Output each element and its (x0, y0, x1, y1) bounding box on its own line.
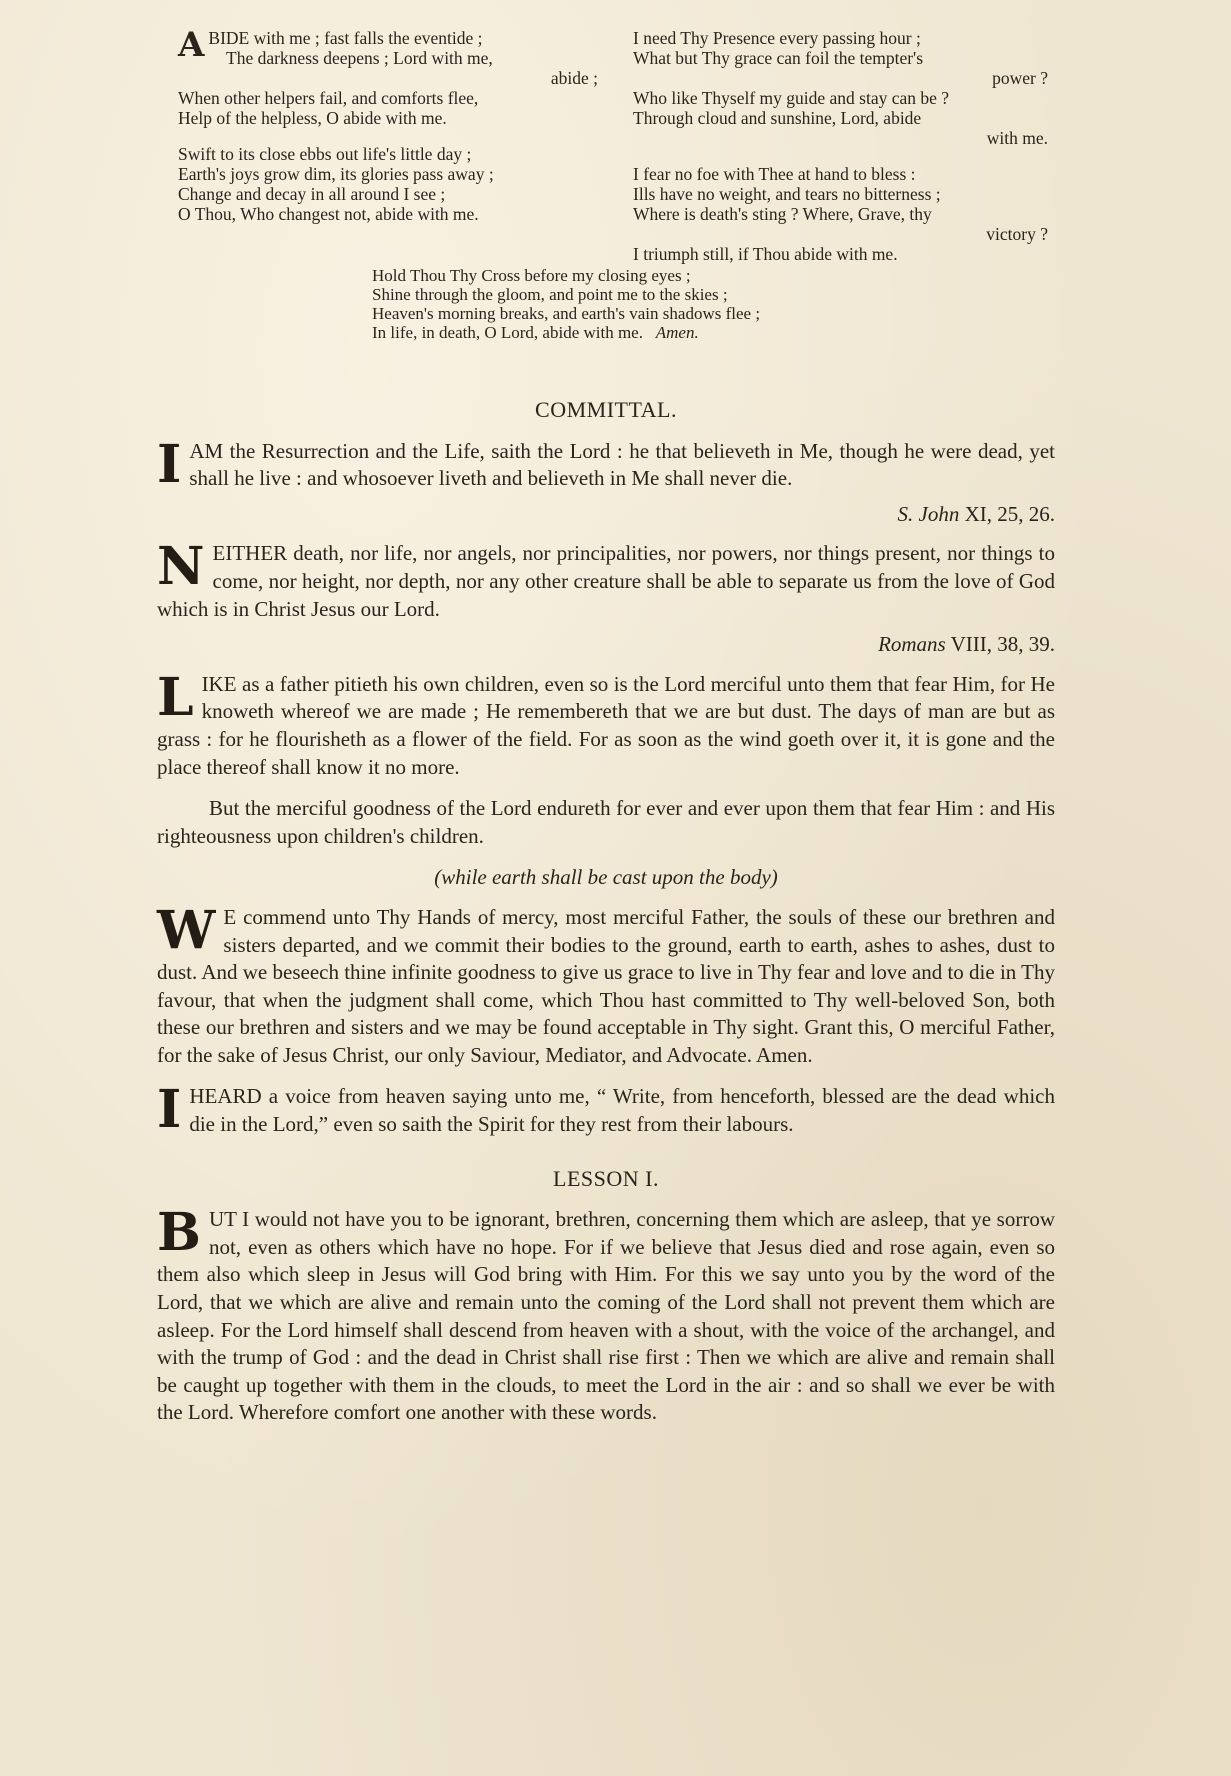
hymn-right-column (633, 28, 1048, 280)
committal-heading: COMMITTAL. (535, 397, 677, 422)
hymn-line: I triumph still, if Thou abide with me. (633, 244, 898, 264)
hymn-line: with me. (986, 128, 1048, 148)
drop-cap: A (178, 25, 205, 65)
amen: Amen. (655, 323, 699, 342)
paragraph-merciful-goodness: But the merciful goodness of the Lord endureth for ever and ever upon them that fear Him : and His righteousness upon children's children. (157, 796, 1055, 848)
paragraph-text: UT I would not have you to be ignorant, brethren, concerning them which are asleep, that ye sorrow not, even as others which have no hope. For if we believe that Jesus died and rose again, even so them also which sleep in Jesus will God bring with Him. For this we say unto you by the word of the Lord, that we which are alive and remain unto the coming of the Lord shall not prevent them which are asleep. For the Lord himself shall descend from heaven with a shout, with the voice of the archangel, and with the trump of God : and the dead in Christ shall rise first : Then we which are alive and remain shall be caught up together with them in the clouds, to meet the Lord in the air : and so shall we ever be with the Lord. Wherefore comfort one another with these words. (157, 1207, 1055, 1425)
drop-cap: I (157, 433, 182, 495)
hymn-left-column (178, 25, 598, 280)
paragraph-text: AM the Resurrection and the Life, saith the Lord : he that believeth in Me, though he were dead, yet shall he live : and whosoever liveth and believeth in Me shall never die. (189, 438, 1055, 491)
paragraph-commend (157, 899, 1055, 1070)
hymn-line: What but Thy grace can foil the tempter's (633, 48, 924, 68)
hymn-line (372, 323, 932, 342)
hymn-line: I fear no foe with Thee at hand to bless : (633, 164, 916, 184)
hymn-line: Ills have no weight, and tears no bitterness ; (633, 184, 941, 204)
paragraph-like-as (157, 666, 1055, 781)
main-text (157, 396, 1055, 1441)
hymn-line: Swift to its close ebbs out life's little day ; (178, 144, 472, 164)
hymn-line: Help of the helpless, O abide with me. (178, 108, 447, 128)
paragraph-lesson (157, 1202, 1055, 1427)
hymn-stanza-1 (178, 25, 598, 128)
reference-verse: VIII, 38, 39. (945, 632, 1055, 657)
paragraph-text: E commend unto Thy Hands of mercy, most merciful Father, the souls of these our brethren and sisters departed, and we commit their bodies to the ground, earth to earth, ashes to ashes, dust to dust. And we beseech thine infinite goodness to give us grace to live in Thy fear and love and to die in Thy favour, that when the judgment shall come, which Thou hast committed to Thy well-beloved Son, both these our brethren and sisters and we may be found acceptable in Thy sight. Grant this, O merciful Father, for the sake of Jesus Christ, our only Saviour, Mediator, and Advocate. Amen. (157, 904, 1055, 1067)
hymn-line: Heaven's morning breaks, and earth's vain shadows flee ; (372, 304, 761, 323)
paragraph-text: EITHER death, nor life, nor angels, nor principalities, nor powers, nor things present, nor things to come, nor height, nor depth, nor any other creature shall be able to separate us from the love of God which is in Christ Jesus our Lord. (157, 541, 1055, 621)
paragraph-neither (157, 536, 1055, 623)
hymn-line: Shine through the gloom, and point me to the skies ; (372, 285, 728, 304)
paragraph-heard-voice (157, 1079, 1055, 1141)
paragraph-resurrection (157, 433, 1055, 495)
hymn-line: BIDE with me ; fast falls the eventide ; (208, 28, 483, 48)
lesson-heading: LESSON I. (553, 1165, 659, 1191)
hymn-line: power ? (992, 68, 1048, 88)
rubric-note: (while earth shall be cast upon the body) (434, 865, 778, 890)
reference-book: S. John (897, 501, 960, 526)
scripture-reference (157, 631, 1055, 659)
paragraph-text: IKE as a father pitieth his own children, even so is the Lord merciful unto them that fear Him, for He knoweth whereof we are made ; He remembereth that we are but dust. The days of man are but as grass : for he flourisheth as a flower of the field. For as soon as the wind goeth over it, it is gone and the place thereof shall know it no more. (157, 671, 1055, 779)
hymn (178, 25, 1048, 280)
hymn-final-stanza (372, 266, 932, 342)
hymn-line: I need Thy Presence every passing hour ; (633, 28, 921, 48)
hymn-line: Through cloud and sunshine, Lord, abide (633, 108, 922, 128)
drop-cap: B (157, 1202, 201, 1264)
hymn-line: O Thou, Who changest not, abide with me. (178, 204, 479, 224)
reference-book: Romans (878, 632, 946, 657)
hymn-line: Change and decay in all around I see ; (178, 184, 446, 204)
hymn-line: Hold Thou Thy Cross before my closing eyes ; (372, 266, 691, 285)
hymn-stanza-3 (633, 28, 1048, 148)
hymn-line: Earth's joys grow dim, its glories pass away ; (178, 164, 494, 184)
hymn-line: Where is death's sting ? Where, Grave, thy (633, 204, 932, 224)
hymn-stanza-4 (633, 164, 1048, 264)
hymn-line: When other helpers fail, and comforts flee, (178, 88, 479, 108)
hymn-line: Who like Thyself my guide and stay can be ? (633, 88, 950, 108)
paragraph-text: HEARD a voice from heaven saying unto me, “ Write, from henceforth, blessed are the dead which die in the Lord,” even so saith the Spirit for they rest from their labours. (189, 1084, 1055, 1137)
hymn-line-text: In life, in death, O Lord, abide with me. (372, 323, 643, 342)
hymn-line: abide ; (550, 68, 598, 88)
drop-cap: N (157, 536, 205, 598)
drop-cap: W (157, 899, 216, 961)
hymn-stanza-2 (178, 144, 598, 224)
drop-cap: I (157, 1079, 182, 1141)
scripture-reference (157, 501, 1055, 529)
hymn-line: The darkness deepens ; Lord with me, (226, 48, 493, 68)
drop-cap: L (157, 666, 194, 728)
reference-verse: XI, 25, 26. (959, 501, 1055, 526)
hymn-line: victory ? (986, 224, 1048, 244)
